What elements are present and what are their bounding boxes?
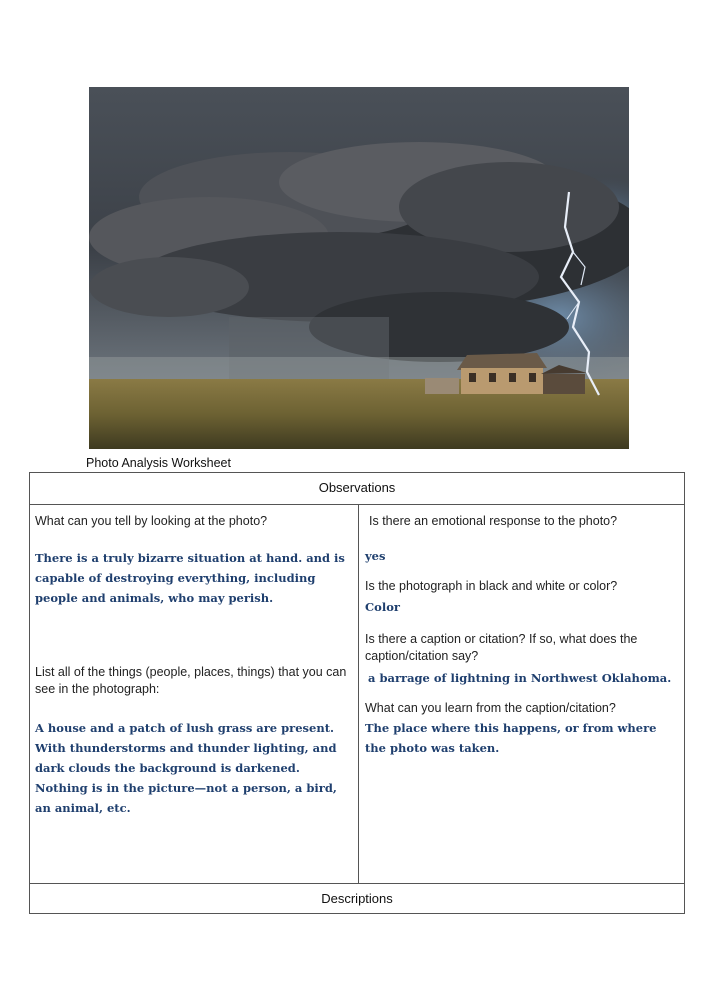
observations-header: Observations [30,473,684,505]
storm-photo-image [89,87,629,449]
left-cell [30,505,358,883]
answer-emotion: yes [365,549,386,563]
photo-analysis-table [29,472,685,914]
worksheet-caption: Photo Analysis Worksheet [86,456,231,470]
question-looking: What can you tell by looking at the photo? [35,514,268,528]
question-emotion: Is there an emotional response to the photo? [369,514,618,528]
answer-looking: There is a truly bizarre situation at hand. and is capable of destroying everything, including people and animals, who may perish. [35,551,345,605]
question-list-things: List all of the things (people, places, things) that you can see in the photograph: [35,665,347,696]
storm-photo [89,87,629,449]
answer-list-things: A house and a patch of lush grass are present. With thunderstorms and thunder lighting, and dark clouds the background is darkened. Nothing is in the picture—not a person, a bird, an animal, etc. [35,721,337,815]
right-cell [359,505,685,883]
answer-color: Color [365,600,400,614]
descriptions-header: Descriptions [30,883,684,914]
question-color: Is the photograph in black and white or color? [365,579,618,593]
question-learn: What can you learn from the caption/citation? [365,701,616,715]
answer-caption: a barrage of lightning in Northwest Oklahoma. [368,671,672,685]
question-caption: Is there a caption or citation? If so, what does the caption/citation say? [365,632,638,663]
answer-learn: The place where this happens, or from where the photo was taken. [365,721,657,755]
